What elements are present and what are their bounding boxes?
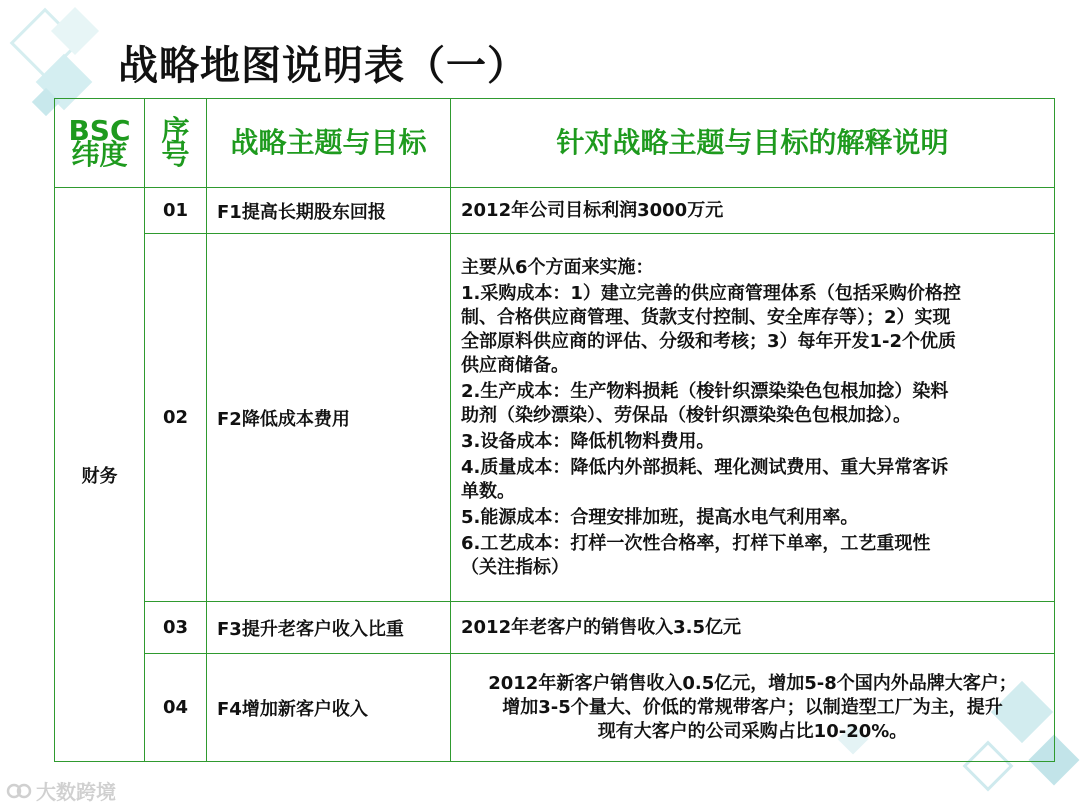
theme-cell: F1提高长期股东回报 [207,188,451,234]
page-title: 战略地图说明表（一） [118,43,528,89]
header-seq [145,99,207,188]
header-theme: 战略主题与目标 [207,99,451,188]
explain-line: 主要从6个方面来实施： [461,256,654,278]
explain-line: （关注指标） [461,556,569,578]
table-row [55,654,1055,762]
seq-cell: 03 [145,602,207,654]
theme-cell: F4增加新客户收入 [207,654,451,762]
table-header-row [55,99,1055,188]
explain-line: 6.工艺成本：打样一次性合格率，打样下单率，工艺重现性 [461,532,931,554]
table-row [55,188,1055,234]
header-dimension [55,99,145,188]
explain-cell [451,602,1055,654]
explain-line: 2.生产成本：生产物料损耗（梭针织漂染染色包根加捻）染料 [461,380,949,402]
header-dimension-line2: 纬度 [71,138,128,171]
explain-line: 2012年公司目标利润3000万元 [461,199,724,221]
explain-line: 制、合格供应商管理、货款支付控制、安全库存等）；2）实现 [461,306,951,328]
explain-cell [451,654,1055,762]
dimension-cell: 财务 [55,188,145,762]
explain-line: 4.质量成本：降低内外部损耗、理化测试费用、重大异常客诉 [461,456,949,478]
table-row [55,602,1055,654]
header-dimension-line1: BSC [68,114,131,147]
table-row [55,234,1055,602]
watermark-logo-icon [6,780,32,802]
watermark [6,776,116,805]
header-explain: 针对战略主题与目标的解释说明 [451,99,1055,188]
explain-line: 3.设备成本：降低机物料费用。 [461,430,715,452]
explain-line: 单数。 [461,480,515,502]
explain-line: 5.能源成本：合理安排加班，提高水电气利用率。 [461,506,859,528]
explain-line: 2012年新客户销售收入0.5亿元，增加5-8个国内外品牌大客户； [488,672,1017,694]
seq-cell: 04 [145,654,207,762]
explain-line: 增加3-5个量大、价低的常规带客户；以制造型工厂为主，提升 [502,696,1003,718]
header-seq-line1: 序 [161,114,190,147]
seq-cell: 01 [145,188,207,234]
header-seq-line2: 号 [161,138,190,171]
watermark-text: 大数跨境 [36,780,116,804]
explain-line: 助剂（染纱漂染）、劳保品（梭针织漂染染色包根加捻）。 [461,404,911,426]
strategy-table [54,98,1055,762]
explain-line: 1.采购成本：1）建立完善的供应商管理体系（包括采购价格控 [461,282,961,304]
explain-cell [451,188,1055,234]
seq-cell: 02 [145,234,207,602]
explain-line: 现有大客户的公司采购占比10-20%。 [597,720,908,742]
explain-cell [451,234,1055,602]
theme-cell: F3提升老客户收入比重 [207,602,451,654]
theme-cell: F2降低成本费用 [207,234,451,602]
explain-line: 供应商储备。 [461,354,569,376]
explain-line: 2012年老客户的销售收入3.5亿元 [461,616,741,638]
explain-line: 全部原料供应商的评估、分级和考核；3）每年开发1-2个优质 [461,330,957,352]
